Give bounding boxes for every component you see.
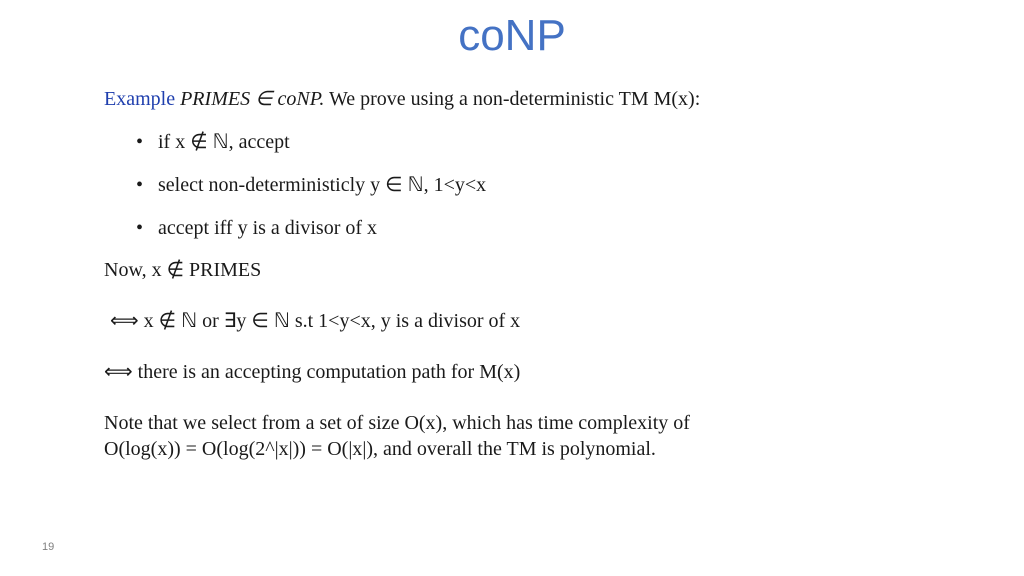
slide-title: coNP: [458, 11, 566, 60]
bullet-icon: •: [136, 131, 144, 153]
iff-line-1: ⟺ x ∉ ℕ or ∃y ∈ ℕ s.t 1<y<x, y is a divisor of x: [110, 310, 521, 332]
bullet-text: select non-deterministicly y ∈ ℕ, 1<y<x: [158, 174, 487, 196]
list-item: [136, 172, 486, 198]
example-claim: PRIMES ∈ coNP.: [180, 88, 325, 110]
bullet-icon: •: [136, 217, 144, 239]
list-item: [136, 129, 290, 155]
bullet-icon: •: [136, 174, 144, 196]
note-line-2: O(log(x)) = O(log(2^|x|)) = O(|x|), and overall the TM is polynomial.: [104, 438, 656, 460]
bullet-text: if x ∉ ℕ, accept: [158, 131, 290, 153]
example-label: Example: [104, 88, 176, 110]
example-line: [104, 86, 700, 112]
list-item: [136, 215, 377, 241]
bullet-text: accept iff y is a divisor of x: [158, 217, 378, 239]
example-intro: We prove using a non-deterministic TM M(x):: [328, 88, 701, 110]
note-line-1: Note that we select from a set of size O(x), which has time complexity of: [104, 412, 690, 434]
now-line: Now, x ∉ PRIMES: [104, 259, 262, 281]
page-number: 19: [42, 541, 55, 553]
iff-line-2: ⟺ there is an accepting computation path for M(x): [104, 361, 521, 383]
